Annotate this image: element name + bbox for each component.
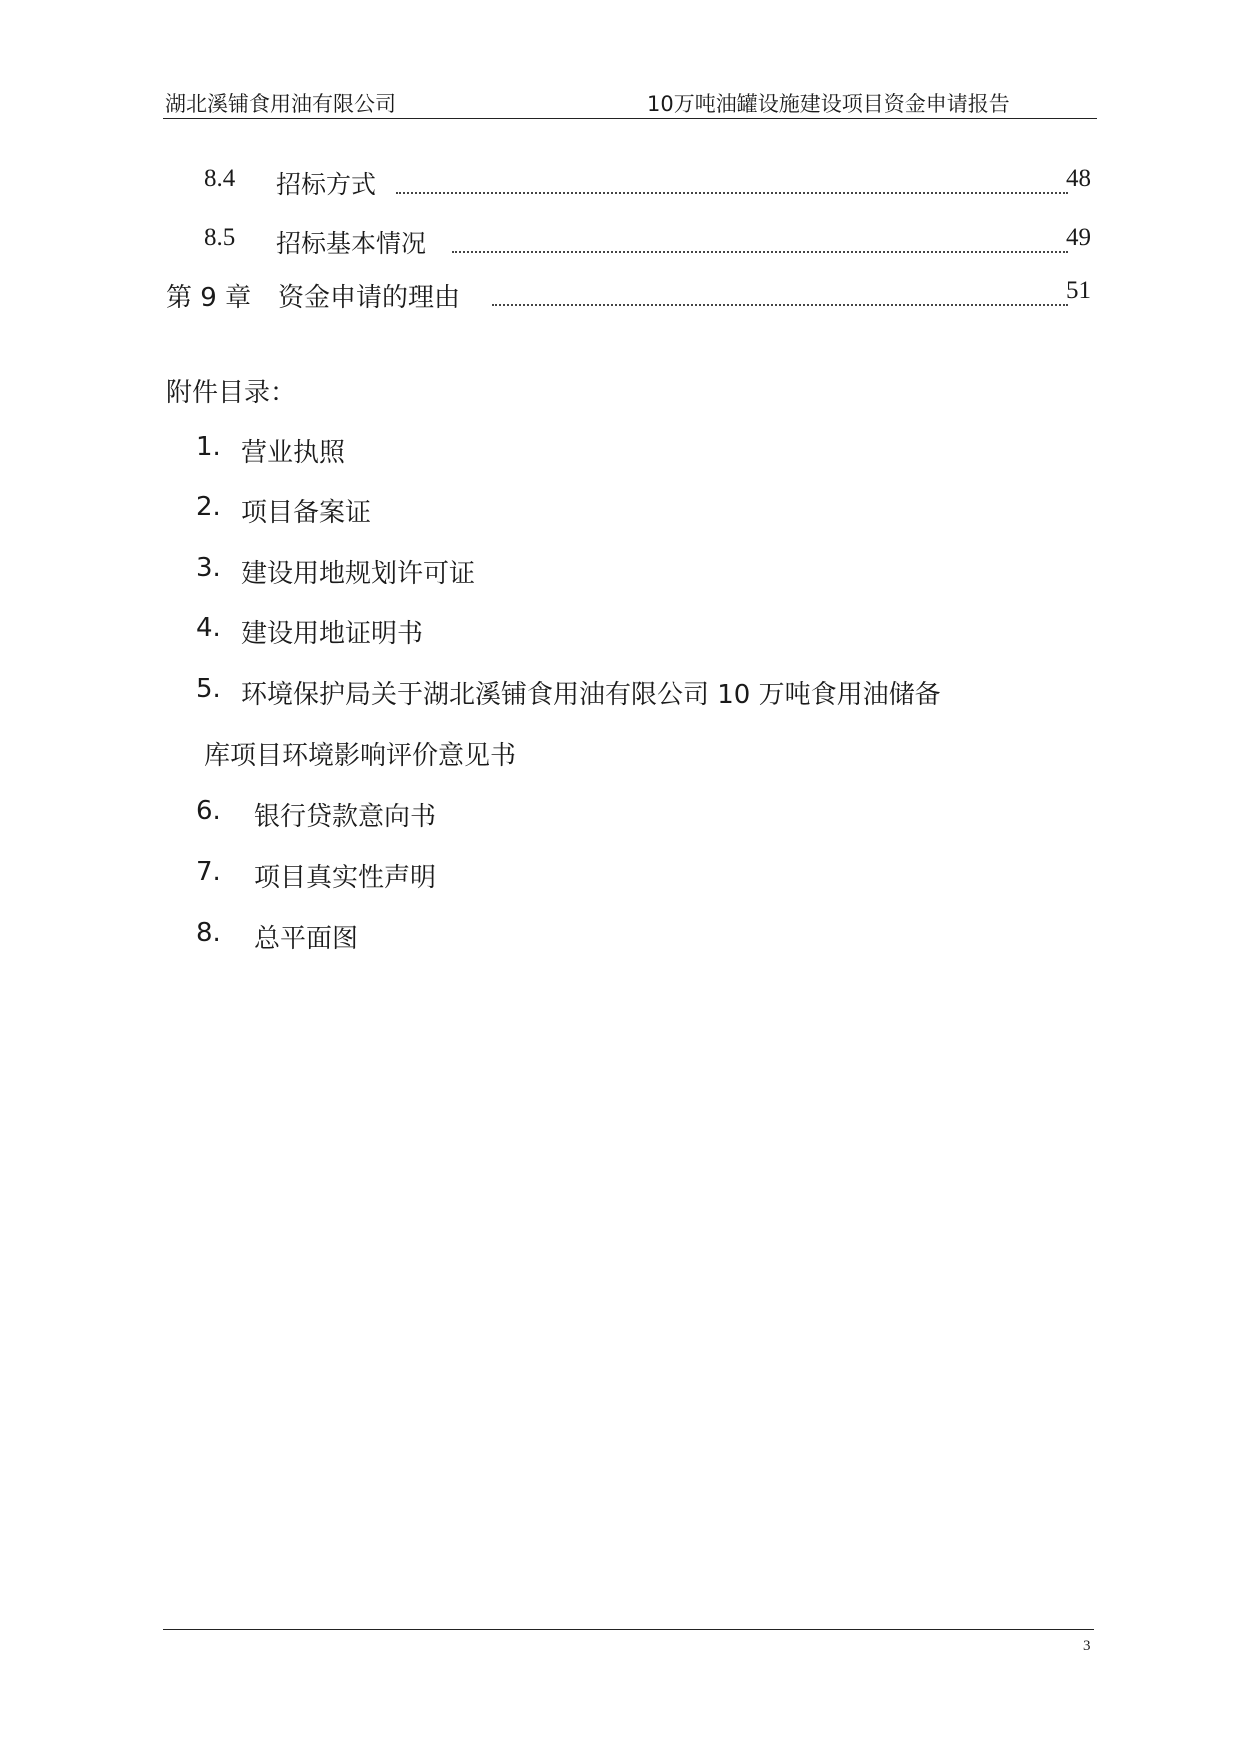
- toc-entry[interactable]: [0, 165, 1241, 205]
- toc-leader-dots: [396, 192, 1068, 194]
- annex-heading: 附件目录：: [166, 378, 297, 408]
- annex-item-title: 项目备案证: [241, 498, 372, 528]
- annex-item-number: 7.: [196, 857, 221, 887]
- annex-item-number: 3.: [196, 553, 221, 583]
- annex-item-number: 6.: [196, 796, 221, 826]
- toc-entry-title: 招标基本情况: [276, 229, 427, 258]
- header-report-title: 10万吨油罐设施建设项目资金申请报告: [647, 92, 1010, 116]
- annex-item-title: 银行贷款意向书: [254, 802, 437, 832]
- toc-entry-title: 资金申请的理由: [278, 283, 461, 313]
- annex-item-title-continued: 库项目环境影响评价意见书: [204, 741, 517, 771]
- toc-entry[interactable]: [0, 224, 1241, 264]
- toc-entry[interactable]: [0, 277, 1241, 317]
- toc-entry-number: 第 9 章: [166, 283, 252, 313]
- page-number: 3: [1083, 1638, 1091, 1654]
- footer-rule: [163, 1629, 1094, 1630]
- toc-leader-dots: [492, 304, 1068, 306]
- header-company: 湖北溪铺食用油有限公司: [165, 92, 396, 116]
- toc-entry-number: 8.4: [204, 165, 236, 192]
- annex-item-title: 建设用地规划许可证: [241, 559, 476, 589]
- page-header: [163, 84, 1097, 119]
- annex-item-number: 2.: [196, 492, 221, 522]
- toc-entry-page: 49: [1066, 224, 1091, 251]
- annex-item-number: 5.: [196, 674, 221, 704]
- toc-entry-number: 8.5: [204, 224, 236, 251]
- annex-item-title: 项目真实性声明: [254, 863, 437, 893]
- annex-item-title: 环境保护局关于湖北溪铺食用油有限公司 10 万吨食用油储备: [241, 680, 941, 710]
- toc-entry-page: 48: [1066, 165, 1091, 192]
- annex-item-number: 4.: [196, 613, 221, 643]
- annex-item-number: 8.: [196, 918, 221, 948]
- toc-leader-dots: [452, 251, 1068, 253]
- annex-item-title: 建设用地证明书: [241, 619, 424, 649]
- annex-item-title: 总平面图: [254, 924, 359, 954]
- toc-entry-page: 51: [1066, 277, 1091, 304]
- toc-entry-title: 招标方式: [276, 170, 377, 199]
- annex-item-number: 1.: [196, 432, 221, 462]
- annex-item-title: 营业执照: [241, 438, 346, 468]
